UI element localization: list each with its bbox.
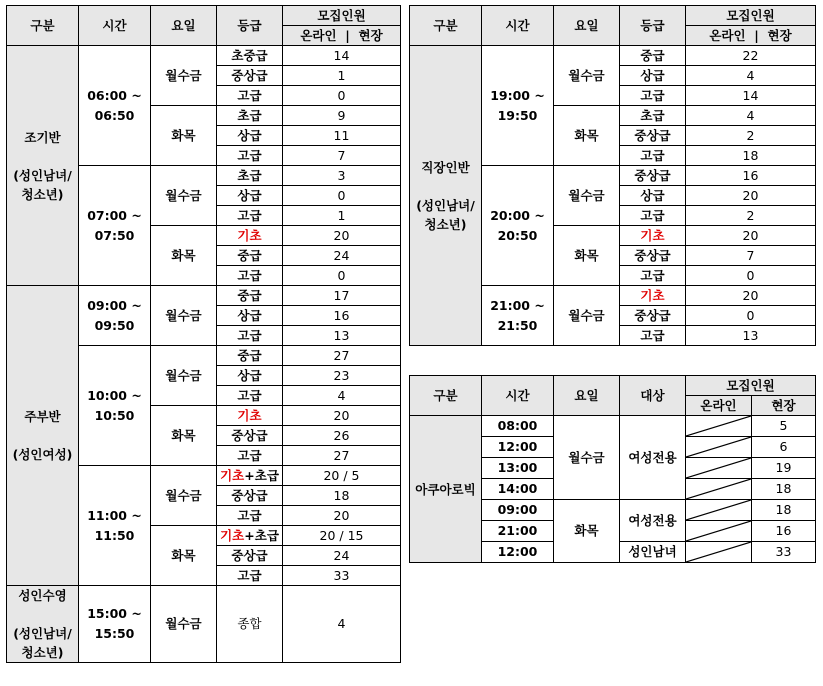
- table-row: [7, 46, 401, 66]
- count-cell: 24: [283, 246, 401, 266]
- category-cell: 직장인반 (성인남녀/ 청소년): [410, 46, 482, 346]
- level-cell: [620, 286, 686, 306]
- day-cell: 화목: [151, 406, 217, 466]
- count-cell: 17: [283, 286, 401, 306]
- count-cell: 20: [686, 186, 816, 206]
- time-cell: 09:00 ~ 09:50: [79, 286, 151, 346]
- day-cell: 화목: [151, 526, 217, 586]
- header-recruit: 모집인원: [686, 6, 816, 26]
- level-cell: 중상급: [620, 246, 686, 266]
- count-cell: 27: [283, 446, 401, 466]
- level-cell: 초급: [217, 106, 283, 126]
- level-cell: 고급: [620, 266, 686, 286]
- header-recruit: 모집인원: [283, 6, 401, 26]
- day-cell: 화목: [151, 106, 217, 166]
- level-rest-text: +초급: [244, 527, 279, 543]
- level-cell: 고급: [620, 146, 686, 166]
- level-red-text: 기초: [640, 227, 665, 243]
- level-cell: 초급: [217, 166, 283, 186]
- level-cell: 고급: [217, 386, 283, 406]
- level-cell: 중상급: [217, 66, 283, 86]
- time-cell: 21:00: [482, 521, 554, 542]
- level-cell: 종합: [217, 586, 283, 663]
- online-empty-cell: [686, 521, 752, 542]
- header-onsite-count: 온라인 | 현장: [686, 26, 816, 46]
- day-cell: 월수금: [151, 46, 217, 106]
- level-cell: [620, 226, 686, 246]
- day-cell: 월수금: [554, 166, 620, 226]
- category-cell: 아쿠아로빅: [410, 416, 482, 563]
- day-cell: 월수금: [151, 286, 217, 346]
- level-rest-text: +초급: [244, 467, 279, 483]
- count-cell: 16: [283, 306, 401, 326]
- count-cell: 11: [283, 126, 401, 146]
- count-cell: 4: [283, 386, 401, 406]
- day-cell: 화목: [554, 500, 620, 563]
- onsite-count-cell: 5: [752, 416, 816, 437]
- level-cell: 상급: [217, 366, 283, 386]
- count-cell: 33: [283, 566, 401, 586]
- time-cell: 09:00: [482, 500, 554, 521]
- header-target: 대상: [620, 376, 686, 416]
- count-cell: 0: [686, 306, 816, 326]
- online-empty-cell: [686, 458, 752, 479]
- table-row: [410, 46, 816, 66]
- time-cell: 08:00: [482, 416, 554, 437]
- online-empty-cell: [686, 479, 752, 500]
- diagonal-slash-icon: [686, 500, 751, 520]
- count-cell: 20: [686, 286, 816, 306]
- level-cell: 고급: [217, 506, 283, 526]
- schedule-table-left: [6, 5, 401, 663]
- count-cell: 24: [283, 546, 401, 566]
- count-cell: 20: [686, 226, 816, 246]
- level-cell: 고급: [217, 86, 283, 106]
- level-cell: 중급: [217, 246, 283, 266]
- count-cell: 4: [283, 586, 401, 663]
- time-cell: 20:00 ~ 20:50: [482, 166, 554, 286]
- header-category: 구분: [410, 6, 482, 46]
- category-cell: 성인수영 (성인남녀/ 청소년): [7, 586, 79, 663]
- level-cell: 고급: [217, 146, 283, 166]
- level-cell: 중상급: [217, 546, 283, 566]
- count-cell: 9: [283, 106, 401, 126]
- category-cell: 조기반 (성인남녀/ 청소년): [7, 46, 79, 286]
- day-cell: 월수금: [151, 586, 217, 663]
- onsite-count-cell: 18: [752, 479, 816, 500]
- level-cell: 고급: [217, 266, 283, 286]
- day-cell: 월수금: [151, 346, 217, 406]
- diagonal-slash-icon: [686, 542, 751, 562]
- level-cell: 중상급: [620, 126, 686, 146]
- onsite-count-cell: 6: [752, 437, 816, 458]
- level-red-text: 기초: [220, 467, 245, 483]
- diagonal-slash-icon: [686, 416, 751, 436]
- count-cell: 1: [283, 66, 401, 86]
- level-cell: 중상급: [620, 166, 686, 186]
- time-cell: 15:00 ~ 15:50: [79, 586, 151, 663]
- level-cell: 고급: [620, 326, 686, 346]
- count-cell: 22: [686, 46, 816, 66]
- level-cell: 상급: [620, 186, 686, 206]
- day-cell: 화목: [554, 106, 620, 166]
- count-cell: 0: [283, 186, 401, 206]
- level-cell: [217, 226, 283, 246]
- level-red-text: 기초: [220, 527, 245, 543]
- schedule-body-left: [7, 46, 401, 663]
- count-cell: 0: [283, 266, 401, 286]
- count-cell: 16: [686, 166, 816, 186]
- header-time: 시간: [79, 6, 151, 46]
- aqua-body: [410, 416, 816, 563]
- time-cell: 11:00 ~ 11:50: [79, 466, 151, 586]
- diagonal-slash-icon: [686, 521, 751, 541]
- count-cell: 1: [283, 206, 401, 226]
- target-cell: 여성전용: [620, 500, 686, 542]
- header-category: 구분: [7, 6, 79, 46]
- count-cell: 27: [283, 346, 401, 366]
- count-cell: 0: [283, 86, 401, 106]
- count-cell: 26: [283, 426, 401, 446]
- level-cell: 고급: [217, 326, 283, 346]
- level-red-text: 기초: [640, 287, 665, 303]
- header-onsite-count: 온라인 | 현장: [283, 26, 401, 46]
- level-cell: 고급: [217, 446, 283, 466]
- count-cell: 4: [686, 106, 816, 126]
- count-cell: 13: [686, 326, 816, 346]
- level-cell: 초중급: [217, 46, 283, 66]
- level-cell: 중급: [217, 286, 283, 306]
- level-cell: 고급: [217, 206, 283, 226]
- onsite-count-cell: 19: [752, 458, 816, 479]
- time-cell: 06:00 ~ 06:50: [79, 46, 151, 166]
- count-cell: 14: [283, 46, 401, 66]
- time-cell: 14:00: [482, 479, 554, 500]
- day-cell: 월수금: [554, 46, 620, 106]
- aqua-aerobics-table: [409, 375, 816, 563]
- day-cell: 월수금: [151, 466, 217, 526]
- online-empty-cell: [686, 437, 752, 458]
- level-cell: 고급: [620, 206, 686, 226]
- diagonal-slash-icon: [686, 437, 751, 457]
- level-cell: [217, 526, 283, 546]
- table-row: [7, 286, 401, 306]
- time-cell: 12:00: [482, 437, 554, 458]
- onsite-count-cell: 18: [752, 500, 816, 521]
- header-online: 온라인: [686, 396, 752, 416]
- table-row: [410, 416, 816, 437]
- time-cell: 12:00: [482, 542, 554, 563]
- header-category: 구분: [410, 376, 482, 416]
- day-cell: 월수금: [554, 286, 620, 346]
- header-level: 등급: [620, 6, 686, 46]
- target-cell: 성인남녀: [620, 542, 686, 563]
- level-cell: 중상급: [217, 486, 283, 506]
- header-day: 요일: [554, 6, 620, 46]
- count-cell: 4: [686, 66, 816, 86]
- header-day: 요일: [554, 376, 620, 416]
- level-cell: [217, 406, 283, 426]
- day-cell: 화목: [554, 226, 620, 286]
- level-cell: 중급: [217, 346, 283, 366]
- level-red-text: 기초: [237, 407, 262, 423]
- online-empty-cell: [686, 500, 752, 521]
- day-cell: 화목: [151, 226, 217, 286]
- online-empty-cell: [686, 416, 752, 437]
- time-cell: 10:00 ~ 10:50: [79, 346, 151, 466]
- count-cell: 2: [686, 126, 816, 146]
- level-cell: [217, 466, 283, 486]
- header-time: 시간: [482, 6, 554, 46]
- count-cell: 20 / 15: [283, 526, 401, 546]
- level-cell: 상급: [217, 186, 283, 206]
- count-cell: 2: [686, 206, 816, 226]
- onsite-count-cell: 16: [752, 521, 816, 542]
- time-cell: 19:00 ~ 19:50: [482, 46, 554, 166]
- count-cell: 20: [283, 226, 401, 246]
- level-cell: 상급: [217, 306, 283, 326]
- count-cell: 13: [283, 326, 401, 346]
- count-cell: 20: [283, 506, 401, 526]
- diagonal-slash-icon: [686, 458, 751, 478]
- header-recruit: 모집인원: [686, 376, 816, 396]
- count-cell: 23: [283, 366, 401, 386]
- level-cell: 초급: [620, 106, 686, 126]
- level-cell: 상급: [217, 126, 283, 146]
- level-red-text: 기초: [237, 227, 262, 243]
- header-onsite: 현장: [752, 396, 816, 416]
- count-cell: 20: [283, 406, 401, 426]
- schedule-body-right: [410, 46, 816, 346]
- count-cell: 18: [686, 146, 816, 166]
- target-cell: 여성전용: [620, 416, 686, 500]
- count-cell: 0: [686, 266, 816, 286]
- header-day: 요일: [151, 6, 217, 46]
- level-cell: 고급: [620, 86, 686, 106]
- day-cell: 월수금: [554, 416, 620, 500]
- header-level: 등급: [217, 6, 283, 46]
- time-cell: 07:00 ~ 07:50: [79, 166, 151, 286]
- level-cell: 상급: [620, 66, 686, 86]
- time-cell: 21:00 ~ 21:50: [482, 286, 554, 346]
- level-cell: 중상급: [620, 306, 686, 326]
- count-cell: 14: [686, 86, 816, 106]
- category-cell: 주부반 (성인여성): [7, 286, 79, 586]
- level-cell: 고급: [217, 566, 283, 586]
- schedule-table-right: [409, 5, 816, 346]
- count-cell: 7: [283, 146, 401, 166]
- count-cell: 7: [686, 246, 816, 266]
- count-cell: 18: [283, 486, 401, 506]
- diagonal-slash-icon: [686, 479, 751, 499]
- onsite-count-cell: 33: [752, 542, 816, 563]
- online-empty-cell: [686, 542, 752, 563]
- header-time: 시간: [482, 376, 554, 416]
- time-cell: 13:00: [482, 458, 554, 479]
- level-cell: 중급: [620, 46, 686, 66]
- table-row: [7, 586, 401, 663]
- count-cell: 20 / 5: [283, 466, 401, 486]
- day-cell: 월수금: [151, 166, 217, 226]
- level-cell: 중상급: [217, 426, 283, 446]
- count-cell: 3: [283, 166, 401, 186]
